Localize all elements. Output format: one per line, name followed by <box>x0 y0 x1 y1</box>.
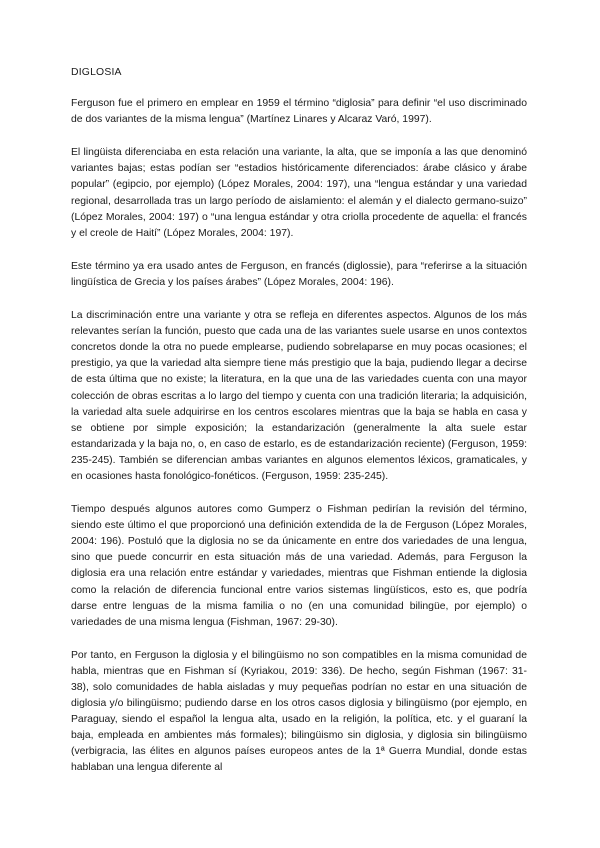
document-page <box>71 65 527 794</box>
document-title: DIGLOSIA <box>71 67 122 78</box>
paragraph-1: Ferguson fue el primero en emplear en 1959 el término “diglosia” para definir “el uso discriminado de dos variantes de la misma lengua” (Martínez Linares y Alcaraz Varó, 1997). <box>71 98 527 126</box>
paragraph-5: Tiempo después algunos autores como Gumperz o Fishman pedirían la revisión del término, siendo este último el que proporcionó una definición extendida de la de Ferguson (López Morales, 2004: 196). Postuló que la diglosia no se da únicamente en entre dos variedades de una lengua, sino que puede concurrir en esta situación más de una variedad. Además, para Ferguson la diglosia era una relación entre estándar y variedades, mientras que Fishman entiende la diglosia como la relación de diferencia funcional entre varios sistemas lingüísticos, esto es, que podría darse entre lenguas de la misma familia o no (en una comunidad bilingüe, por ejemplo) o variedades de una misma lengua (Fishman, 1967: 29-30). <box>71 504 527 628</box>
paragraph-4: La discriminación entre una variante y otra se refleja en diferentes aspectos. Algunos de los más relevantes serían la función, puesto que cada una de las variantes suele usarse en unos contextos concretos donde la otra no puede emplearse, pudiendo sobrelaparse en muy pocas ocasiones; el prestigio, ya que la variedad alta siempre tiene más prestigio que la baja, pudiendo llegar a decirse de esta última que no existe; la literatura, en la que una de las variedades cuenta con una mayor colección de obras escritas a lo largo del tiempo y cuenta con una tradición literaria; la adquisición, la variedad alta suele adquirirse en los centros escolares mientras que la baja se habla en casa y se obtiene por simple exposición; la estandarización (generalmente la alta suele estar estandarizada y la baja no, o, en caso de estarlo, es de estandarización reciente) (Ferguson, 1959: 235-245). También se diferencian ambas variantes en algunos elementos léxicos, gramaticales, y en ocasiones hasta fonológico-fonéticos. (Ferguson, 1959: 235-245). <box>71 310 527 482</box>
paragraph-6: Por tanto, en Ferguson la diglosia y el bilingüismo no son compatibles en la misma comunidad de habla, mientras que en Fishman sí (Kyriakou, 2019: 336). De hecho, según Fishman (1967: 31-38), solo comunidades de habla aisladas y muy pequeñas podrían no estar en una situación de diglosia y/o bilingüismo; pudiendo darse en los otros casos diglosia y bilingüismo (por ejemplo, en Paraguay, siendo el español la lengua alta, usado en la religión, la política, etc. y el guaraní la baja, empleada en ambientes más formales); bilingüismo sin diglosia, y diglosia sin bilingüismo (verbigracia, las élites en algunos países europeos antes de la 1ª Guerra Mundial, donde estas hablaban una lengua diferente al <box>71 649 527 774</box>
paragraph-2: El lingüista diferenciaba en esta relación una variante, la alta, que se imponía a las que denominó variantes bajas; estas podían ser “estadios históricamente diferenciados: árabe clásico y árabe popular” (egipcio, por ejemplo) (López Morales, 2004: 197), una “lengua estándar y una variedad regional, desarrollada tras un largo período de aislamiento: el alemán y el dialecto germano-suizo” (López Morales, 2004: 197) o “una lengua estándar y otra criolla procedente de aquella: el francés y el creole de Haití” (López Morales, 2004: 197). <box>71 147 527 239</box>
paragraph-3: Este término ya era usado antes de Ferguson, en francés (diglossie), para “referirse a la situación lingüística de Grecia y los países árabes” (López Morales, 2004: 196). <box>71 260 527 288</box>
